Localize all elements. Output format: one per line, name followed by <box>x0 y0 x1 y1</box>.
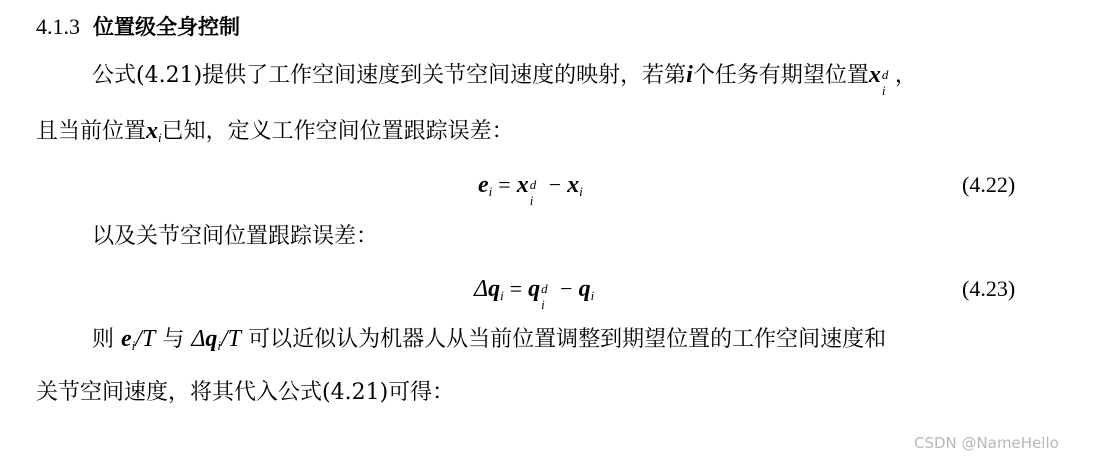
math-x: x <box>516 172 529 198</box>
math-script: d i <box>529 177 537 208</box>
math-minus: − <box>548 172 562 197</box>
math-equals: = <box>498 172 511 197</box>
math-i: i <box>686 62 693 88</box>
math-sub: i <box>579 184 583 199</box>
section-heading <box>36 12 240 43</box>
paragraph-2: 以及关节空间位置跟踪误差： <box>92 224 379 249</box>
math-minus: − <box>560 276 573 301</box>
math-sub: i <box>217 338 222 353</box>
text: 可以近似认为机器人从当前位置调整到期望位置的工作空间速度和 <box>248 327 887 352</box>
section-title: 位置级全身控制 <box>93 15 240 39</box>
math-q: q <box>205 326 218 352</box>
math-equals: = <box>509 276 523 301</box>
math-delta: Δ <box>474 276 489 302</box>
math-over-t: /T <box>135 326 156 352</box>
text: 且当前位置 <box>36 119 147 144</box>
paragraph-3-line-2: 关节空间速度，将其代入公式(4.21)可得： <box>36 380 455 405</box>
math-sub: i <box>590 288 595 303</box>
math-script: d i <box>881 67 889 98</box>
text: 则 <box>92 327 115 352</box>
equation-4-23 <box>474 274 594 311</box>
paragraph-1-line-2 <box>36 116 514 153</box>
math-q: q <box>528 276 541 302</box>
math-sub: i <box>131 338 136 353</box>
text: ， <box>894 63 917 88</box>
text: 个任务有期望位置 <box>692 63 869 88</box>
math-over-t: /T <box>221 326 242 352</box>
watermark: CSDN @NameHello <box>914 434 1059 452</box>
equation-4-22 <box>478 170 583 207</box>
math-x: x <box>868 62 881 88</box>
math-delta: Δ <box>191 326 206 352</box>
equation-number: (4.22) <box>962 172 1016 197</box>
math-x: x <box>567 172 580 198</box>
paragraph-1-line-1 <box>92 60 917 98</box>
math-q: q <box>578 276 591 302</box>
math-script: d i <box>541 281 548 312</box>
math-sub: i <box>488 184 493 199</box>
paragraph-3-line-1 <box>92 324 886 361</box>
text: 公式(4.21)提供了工作空间速度到关节空间速度的映射，若第 <box>92 63 687 88</box>
section-number: 4.1.3 <box>36 14 80 39</box>
equation-number: (4.23) <box>962 276 1016 301</box>
text: 与 <box>162 327 185 352</box>
math-sub: i <box>500 288 504 303</box>
math-e: e <box>121 326 132 352</box>
math-sub: i <box>158 130 162 145</box>
math-e: e <box>478 172 489 198</box>
math-x: x <box>146 118 159 144</box>
math-q: q <box>488 276 501 302</box>
text: 已知，定义工作空间位置跟踪误差： <box>161 119 514 144</box>
